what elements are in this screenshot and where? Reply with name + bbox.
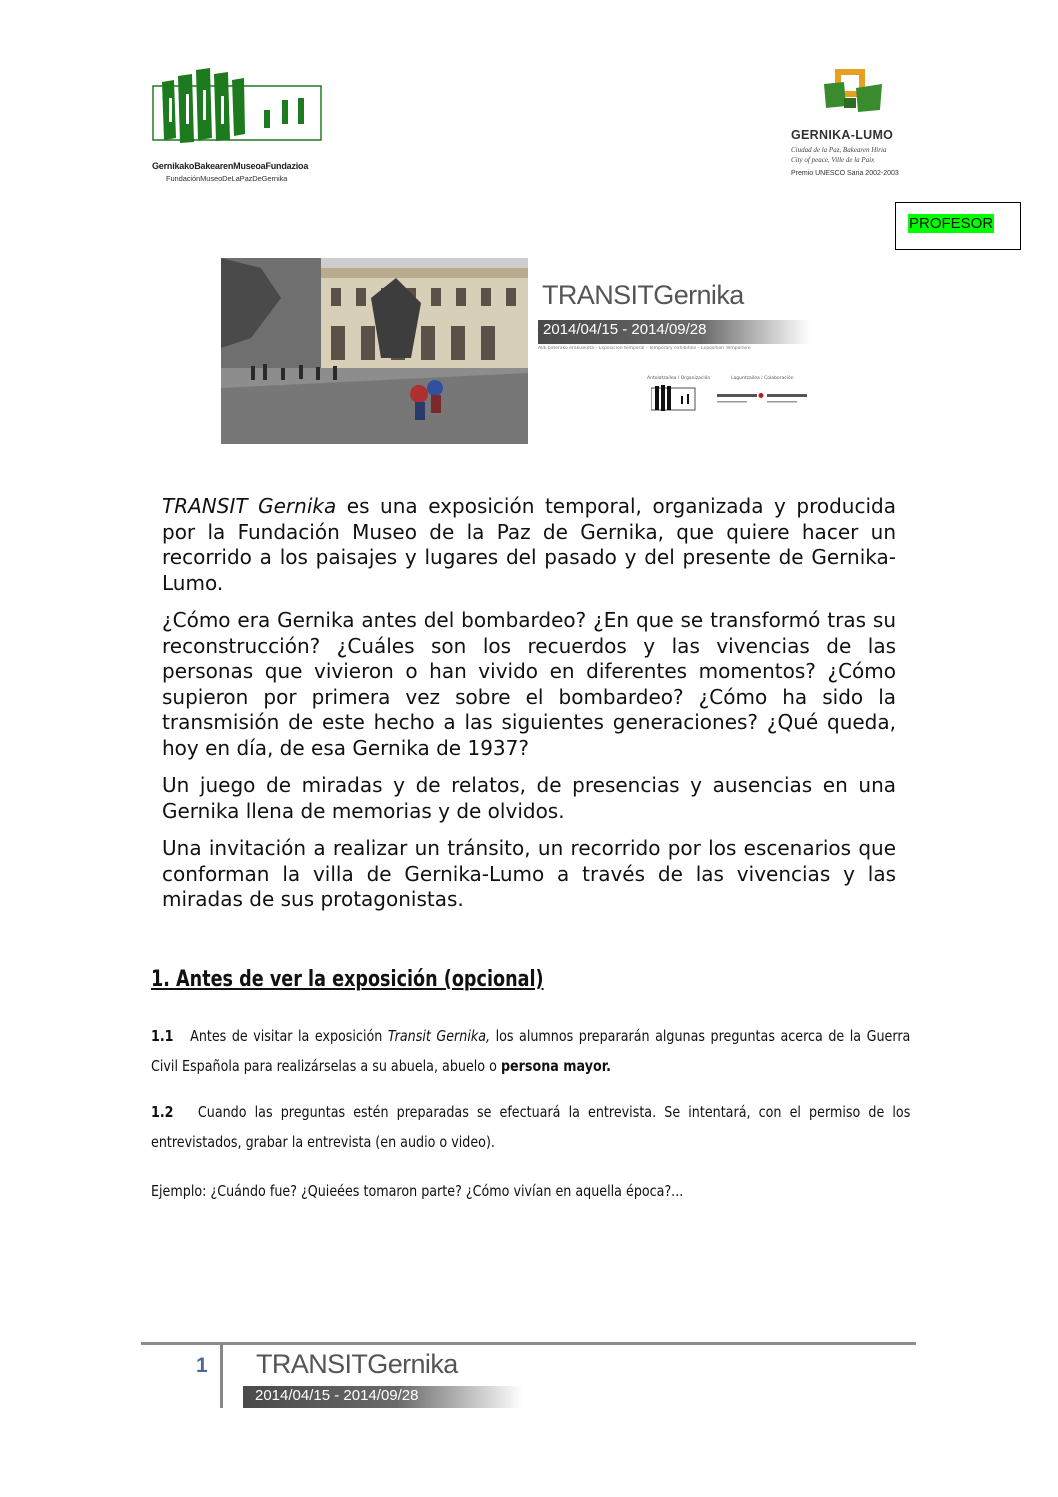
intro-text [162,494,896,925]
gernika-lumo-logo [786,66,926,182]
museum-logo-caption-basque: GernikakoBakearenMuseoaFundazioa [152,161,309,171]
museum-logo-caption-spanish: FundaciónMuseoDeLaPazDeGernika [166,174,288,183]
unesco-prize: Premio UNESCO Saria 2002-2003 [791,170,899,177]
gernika-lumo-subtitle-2: City of peace, Ville de la Paix [791,156,875,164]
footer-title: TRANSITGernika [256,1349,458,1379]
section-1-heading: 1. Antes de ver la exposición (opcional) [151,967,544,992]
example-questions: Ejemplo: ¿Cuándo fue? ¿Quieées tomaron parte? ¿Cómo vivían en aquella época?... [151,1182,684,1200]
gernika-lumo-logo-mark [786,66,926,126]
banner-photo [221,258,528,444]
footer-rule [141,1342,916,1345]
activity-1-1-exhibition: Transit Gernika, [387,1027,491,1045]
activity-1-1-text-b: los alumnos prepararán algunas preguntas acerca de la Guerra Civil Española para realizárselas a su abuela, abuelo o [151,1027,911,1075]
banner-dates: 2014/04/15 - 2014/09/28 [543,321,707,338]
footer-divider [220,1344,223,1408]
intro-paragraph-1-text: es una exposición temporal, organizada y producida por la Fundación Museo de la Paz de Gernika, que quiere hacer un recorrido a los paisajes y lugares del pasado y del presente de Gernika-Lumo. [162,494,896,595]
activity-1-1-text-a: Antes de visitar la exposición [190,1027,388,1045]
role-box [895,202,1021,250]
museum-logo-mark [152,68,332,160]
banner-museum-logo [651,384,701,416]
page-number: 1 [196,1354,208,1377]
intro-paragraph-4: Una invitación a realizar un tránsito, un recorrido por los escenarios que conforman la villa de Gernika-Lumo a través de las vivencias y las miradas de sus protagonistas. [162,836,896,911]
town-square-photo [221,258,528,444]
exhibition-banner [221,258,811,444]
activity-1-1-emphasis: persona mayor. [500,1057,612,1075]
role-label: PROFESOR [909,215,994,232]
banner-organizer-label: Antolatzailea / Organización [647,376,711,381]
footer-dates: 2014/04/15 - 2014/09/28 [255,1387,419,1404]
activity-1-2 [151,1097,910,1157]
banner-collaborator-label: Laguntzailea / Colaboración [731,376,794,381]
banner-subtitle: Aldi baterako erakusketa - Exposición temporal - Temporary exhibition - Exposition Temporaire [538,346,751,351]
activity-1-2-text: Cuando las preguntas estén preparadas se efectuará la entrevista. Se intentará, con el permiso de los entrevistados, grabar la entrevista (en audio o video). [151,1103,911,1151]
banner-title: TRANSITGernika [542,280,744,310]
gernika-lumo-name: GERNIKA-LUMO [791,128,894,142]
gernika-lumo-subtitle-1: Ciudad de la Paz, Bakearen Hiria [791,146,887,154]
activity-1-1-number: 1.1 [151,1027,174,1045]
activity-1-2-number: 1.2 [151,1103,174,1121]
intro-paragraph-3: Un juego de miradas y de relatos, de presencias y ausencias en una Gernika llena de memorias y de olvidos. [162,773,896,823]
museum-logo [152,68,332,190]
intro-paragraph-1 [162,494,896,596]
banner-collaborator-logos [717,392,809,412]
exhibition-name: TRANSIT Gernika [162,494,337,518]
activity-1-1 [151,1021,910,1081]
intro-paragraph-2: ¿Cómo era Gernika antes del bombardeo? ¿En que se transformó tras su reconstrucción? ¿Cuáles son los recuerdos y las vivencias de las personas que vivieron o han vivido en diferentes momentos? ¿Cómo supieron por primera vez sobre el bombardeo? ¿Cómo ha sido la transmisión de este hecho a las siguientes generaciones? ¿Qué queda, hoy en día, de esa Gernika de 1937? [162,608,896,760]
